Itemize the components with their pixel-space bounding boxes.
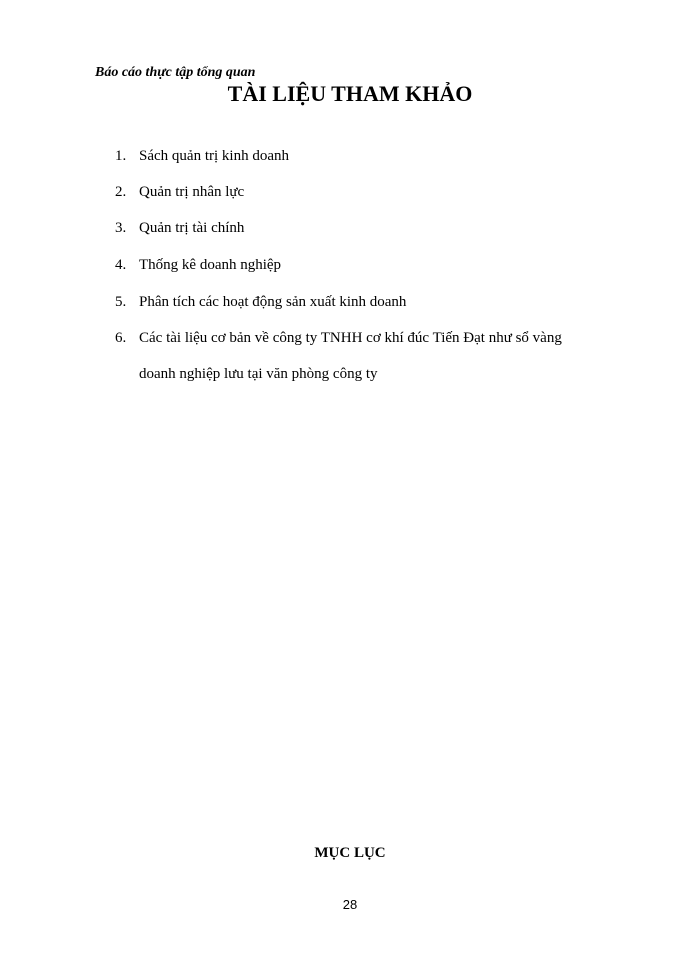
reference-number: 5. (115, 294, 127, 310)
reference-number: 3. (115, 220, 127, 236)
page-title: TÀI LIỆU THAM KHẢO (227, 81, 473, 106)
section-heading: MỤC LỤC (314, 845, 386, 861)
reference-number: 1. (115, 148, 127, 164)
reference-text: Sách quản trị kinh doanh (139, 148, 289, 164)
reference-number: 6. (115, 330, 127, 346)
reference-text: Phân tích các hoạt động sản xuất kinh doanh (139, 294, 407, 310)
page-number: 28 (342, 897, 358, 912)
reference-number: 2. (115, 184, 127, 200)
reference-text: Quản trị nhân lực (139, 184, 245, 200)
reference-number: 4. (115, 257, 127, 273)
reference-text: Thống kê doanh nghiệp (139, 257, 282, 273)
reference-text-continuation: doanh nghiệp lưu tại văn phòng công ty (139, 366, 378, 382)
reference-text: Quản trị tài chính (139, 220, 245, 236)
reference-text: Các tài liệu cơ bản về công ty TNHH cơ khí đúc Tiến Đạt như sổ vàng (139, 330, 562, 346)
running-header: Báo cáo thực tập tổng quan (95, 65, 256, 80)
